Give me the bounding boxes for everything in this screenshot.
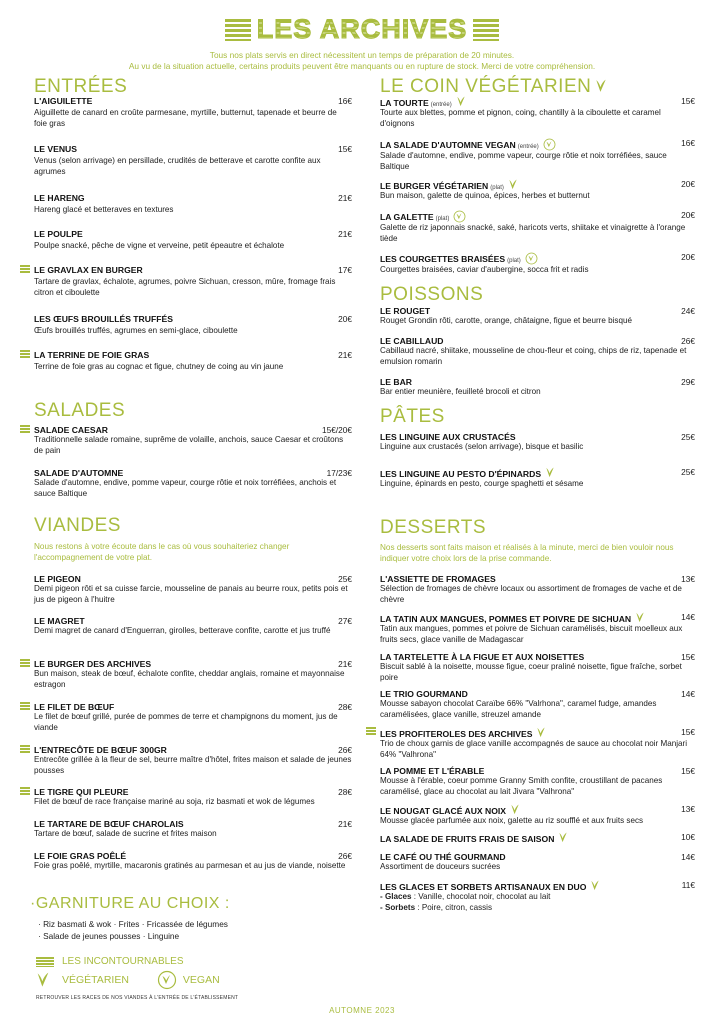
menu-item bbox=[380, 336, 695, 367]
item-name: LES LINGUINE AUX CRUSTACÉS bbox=[380, 432, 516, 442]
item-name: LE ROUGET bbox=[380, 306, 431, 316]
item-desc: Entrecôte grillée à la fleur de sel, beurre maître d'hôtel, frites maison et salade de jeunes pousses bbox=[34, 755, 352, 775]
menu-item bbox=[34, 574, 352, 605]
item-name: LA TERRINE DE FOIE GRAS bbox=[34, 350, 150, 360]
legend-vegetarien: VÉGÉTARIEN bbox=[62, 974, 129, 986]
item-price: 26€ bbox=[681, 336, 695, 346]
vegetarian-leaf-icon bbox=[508, 179, 518, 190]
item-name: L'ENTRECÔTE DE BŒUF 300GR bbox=[34, 745, 167, 755]
menu-item bbox=[380, 467, 695, 490]
item-desc: Linguine, épinards en pesto, courge spaghetti et sésame bbox=[380, 479, 584, 488]
item-desc: Assortiment de douceurs sucrées bbox=[380, 862, 501, 871]
item-price: 15€/20€ bbox=[322, 425, 352, 435]
menu-item bbox=[34, 745, 352, 776]
item-name: LA POMME ET L'ÉRABLE bbox=[380, 766, 485, 776]
item-price: 15€ bbox=[681, 727, 695, 737]
section-title-poissons: POISSONS bbox=[380, 284, 484, 305]
item-price: 28€ bbox=[338, 787, 352, 797]
item-desc: Salade d'automne, endive, pomme vapeur, courge rôtie et noix torréfiées, anchois et sauce Baltique bbox=[34, 478, 337, 498]
item-name: LES COURGETTES BRAISÉES (plat) bbox=[380, 252, 538, 265]
intro-line-1: Tous nos plats servis en direct nécessitent un temps de préparation de 20 minutes. bbox=[209, 49, 515, 60]
menu-item bbox=[380, 179, 695, 202]
item-desc: Mousse glacée parfumée aux noix, galette au riz soufflé et aux fruits secs bbox=[380, 816, 644, 825]
item-name: LE FILET DE BŒUF bbox=[34, 702, 115, 712]
item-price: 20€ bbox=[681, 210, 695, 220]
item-name: LE BURGER VÉGÉTARIEN (plat) bbox=[380, 179, 518, 191]
item-desc: Bar entier meunière, feuilleté brocoli et citron bbox=[380, 387, 541, 396]
menu-item bbox=[380, 252, 695, 276]
vegan-badge-icon bbox=[157, 970, 177, 990]
item-name: SALADE CAESAR bbox=[34, 425, 109, 435]
section-title-text: LE COIN VÉGÉTARIEN bbox=[380, 76, 592, 97]
item-desc: Demi magret de canard d'Enguerran, girolles, betterave confite, carotte et jus truffé bbox=[34, 626, 331, 635]
item-desc: Galette de riz japonnais snacké, saké, haricots verts, shiitake et vinaigrette à l'orange tiède bbox=[380, 223, 686, 243]
item-price: 15€ bbox=[338, 144, 352, 154]
item-price: 14€ bbox=[681, 689, 695, 699]
section-title-viandes: VIANDES bbox=[34, 515, 121, 536]
item-desc: Tartare de gravlax, échalote, agrumes, poivre Sichuan, cresson, mûre, fromage frais citron et ciboulette bbox=[34, 277, 336, 297]
item-desc: Le filet de bœuf grillé, purée de pommes de terre et champignons du moment, jus de viande bbox=[34, 712, 338, 732]
menu-item bbox=[380, 210, 695, 244]
item-price: 21€ bbox=[338, 229, 352, 239]
item-name: LE TRIO GOURMAND bbox=[380, 689, 468, 699]
menu-item bbox=[34, 314, 352, 337]
item-desc: Tatin aux mangues, pommes et poivre de Sichuan caramélisés, biscuit moelleux aux fruits secs, glace vanille de Madagascar bbox=[380, 624, 683, 644]
section-title-pates: PÂTES bbox=[380, 406, 445, 427]
item-price: 10€ bbox=[681, 832, 695, 842]
vegan-badge-icon bbox=[453, 210, 466, 223]
item-price: 20€ bbox=[338, 314, 352, 324]
item-name: LE MAGRET bbox=[34, 616, 85, 626]
menu-item bbox=[380, 574, 695, 605]
item-name: L'ASSIETTE DE FROMAGES bbox=[380, 574, 496, 584]
section-title-vegetarien bbox=[380, 76, 607, 98]
vegetarian-leaf-icon bbox=[36, 972, 50, 988]
signature-bars-icon bbox=[20, 787, 30, 796]
item-desc: Courgettes braisées, caviar d'aubergine, socca frit et radis bbox=[380, 265, 589, 274]
menu-item bbox=[34, 616, 352, 637]
menu-item bbox=[34, 659, 352, 690]
item-desc: Trio de choux garnis de glace vanille accompagnés de sauce au chocolat noir Manjari 64% "Valhrona" bbox=[380, 739, 687, 759]
vegetarian-leaf-icon bbox=[536, 727, 546, 738]
vegetarian-leaf-icon bbox=[510, 804, 520, 815]
item-desc: Tourte aux blettes, pomme et pignon, coing, chantilly à la ciboulette et caramel d'oignons bbox=[380, 108, 661, 128]
item-name: L'AIGUILETTE bbox=[34, 96, 93, 106]
menu-item bbox=[380, 377, 695, 398]
menu-item bbox=[380, 652, 695, 683]
incontournables-text: LES INCONTOURNABLES bbox=[62, 956, 184, 967]
title-wrap bbox=[225, 14, 500, 45]
item-price: 28€ bbox=[338, 702, 352, 712]
item-desc: Hareng glacé et betteraves en textures bbox=[34, 205, 174, 214]
garniture-title: ·GARNITURE AU CHOIX : bbox=[30, 895, 230, 912]
item-price: 13€ bbox=[681, 574, 695, 584]
incontournables-label bbox=[62, 956, 184, 967]
item-name: LE GRAVLAX EN BURGER bbox=[34, 265, 143, 275]
item-name: LA TOURTE (entrée) bbox=[380, 96, 466, 108]
item-desc: Bun maison, steak de bœuf, échalote confite, cheddar anglais, romaine et mayonnaise estragon bbox=[34, 669, 345, 689]
item-price: 25€ bbox=[338, 574, 352, 584]
vegetarian-leaf-icon bbox=[456, 96, 466, 107]
garniture-list bbox=[38, 918, 228, 942]
sorbets-line: - Sorbets : Poire, citron, cassis bbox=[380, 902, 493, 912]
item-desc: Foie gras poêlé, myrtille, macaronis gratinés au parmesan et au jus de viande, noisette bbox=[34, 861, 346, 870]
menu-item bbox=[34, 702, 352, 733]
vegan-badge-icon bbox=[543, 138, 556, 151]
item-name: LA SALADE DE FRUITS FRAIS DE SAISON bbox=[380, 832, 568, 844]
item-name: LE BURGER DES ARCHIVES bbox=[34, 659, 152, 669]
item-price: 24€ bbox=[681, 306, 695, 316]
menu-item bbox=[34, 468, 352, 499]
item-name: LE TIGRE QUI PLEURE bbox=[34, 787, 129, 797]
item-desc: Aiguillette de canard en croûte parmesane, myrtille, butternut, tapenade et beurre de foie gras bbox=[34, 108, 337, 128]
item-desc: Linguine aux crustacés (selon arrivage), bisque et basilic bbox=[380, 442, 584, 451]
item-price: 16€ bbox=[338, 96, 352, 106]
menu-item bbox=[34, 193, 352, 216]
menu-item bbox=[380, 306, 695, 327]
menu-item bbox=[380, 880, 695, 913]
item-price: 15€ bbox=[681, 766, 695, 776]
menu-item bbox=[380, 689, 695, 720]
section-title-entrees: ENTRÉES bbox=[34, 76, 128, 97]
item-price: 15€ bbox=[681, 652, 695, 662]
item-price: 25€ bbox=[681, 432, 695, 442]
item-name: LE NOUGAT GLACÉ AUX NOIX bbox=[380, 804, 520, 816]
item-desc: Venus (selon arrivage) en persillade, crudités de betterave et carotte confite aux agrumes bbox=[34, 156, 321, 176]
vegetarian-leaf-icon bbox=[590, 880, 600, 891]
item-name: LE TARTARE DE BŒUF CHAROLAIS bbox=[34, 819, 184, 829]
vegetarian-leaf-icon bbox=[635, 612, 645, 623]
menu-item bbox=[34, 96, 352, 129]
viandes-note: Nous restons à votre écoute dans le cas où vous souhaiteriez changer l'accompagnement de votre plat. bbox=[34, 542, 290, 562]
item-name: LE VENUS bbox=[34, 144, 77, 154]
item-price: 14€ bbox=[681, 612, 695, 622]
item-desc: Salade d'automne, endive, pomme vapeur, courge rôtie et noix torréfiées, sauce Baltique bbox=[380, 151, 667, 171]
item-name: SALADE D'AUTOMNE bbox=[34, 468, 124, 478]
section-title-desserts: DESSERTS bbox=[380, 517, 487, 538]
item-name: LE FOIE GRAS POÊLÉ bbox=[34, 851, 127, 861]
menu-item bbox=[380, 138, 695, 172]
menu-item bbox=[380, 612, 695, 645]
item-price: 21€ bbox=[338, 659, 352, 669]
signature-bars-icon bbox=[20, 702, 30, 711]
vegetarian-leaf-icon bbox=[558, 832, 568, 843]
menu-item bbox=[34, 229, 352, 252]
item-desc: Demi pigeon rôti et sa cuisse farcie, mousseline de panais au beurre roux, petits pois et jus de pigeon à l'huitre bbox=[34, 584, 348, 604]
item-desc: Traditionnelle salade romaine, suprême de volaille, anchois, sauce Caesar et croûtons de pain bbox=[34, 435, 344, 455]
menu-item bbox=[34, 851, 352, 872]
signature-bars-icon bbox=[20, 425, 30, 434]
menu-item bbox=[380, 804, 695, 827]
item-desc: Œufs brouillés truffés, agrumes en semi-glace, ciboulette bbox=[34, 326, 238, 335]
item-name: LE CABILLAUD bbox=[380, 336, 444, 346]
garniture-line-2: · Salade de jeunes pousses · Linguine bbox=[38, 931, 180, 941]
item-desc: Mousse à l'érable, coeur pomme Granny Smith confite, croustillant de pacanes caramélisé, glace au chocolat au lait Jivara "Valhrona" bbox=[380, 776, 663, 796]
item-name: LA TARTELETTE À LA FIGUE ET AUX NOISETTES bbox=[380, 652, 585, 662]
title-bars-icon bbox=[225, 19, 251, 41]
item-price: 11€ bbox=[681, 880, 695, 890]
page-title: LES ARCHIVES bbox=[256, 14, 468, 44]
item-desc: Tartare de bœuf, salade de sucrine et frites maison bbox=[34, 829, 217, 838]
title-bars-icon bbox=[473, 19, 499, 41]
item-name: LE BAR bbox=[380, 377, 412, 387]
item-name: LES ŒUFS BROUILLÉS TRUFFÉS bbox=[34, 314, 173, 324]
item-price: 29€ bbox=[681, 377, 695, 387]
menu-item bbox=[34, 787, 352, 808]
item-name: LE HARENG bbox=[34, 193, 85, 203]
menu-item bbox=[34, 819, 352, 840]
vegetarian-leaf-icon bbox=[545, 467, 555, 478]
garniture-line-1: · Riz basmati & wok · Frites · Fricassée de légumes bbox=[38, 919, 228, 929]
signature-bars-icon bbox=[20, 745, 30, 754]
item-name: LA GALETTE (plat) bbox=[380, 210, 466, 223]
item-name: LES GLACES ET SORBETS ARTISANAUX EN DUO bbox=[380, 880, 600, 892]
menu-item bbox=[34, 350, 352, 373]
item-desc: Biscuit sablé à la noisette, mousse figue, coeur praliné noisette, figue fraîche, sorbet poire bbox=[380, 662, 682, 682]
item-desc: Mousse sabayon chocolat Caraïbe 66% "Valrhona", caramel fudge, amandes caramélisées, glace vanille, streuzel amande bbox=[380, 699, 657, 719]
menu-item bbox=[380, 766, 695, 797]
signature-bars-icon bbox=[20, 350, 30, 359]
menu-item bbox=[34, 144, 352, 177]
menu-item bbox=[34, 265, 352, 298]
item-price: 16€ bbox=[681, 138, 695, 148]
glaces-line: - Glaces : Vanille, chocolat noir, chocolat au lait bbox=[380, 892, 551, 901]
item-desc: Rouget Grondin rôti, carotte, orange, châtaigne, figue et beurre bisqué bbox=[380, 316, 632, 325]
item-desc: Terrine de foie gras au cognac et figue, chutney de coing au vin jaune bbox=[34, 362, 284, 371]
item-price: 13€ bbox=[681, 804, 695, 814]
intro-line-2: Au vu de la situation actuelle, certains produits peuvent être manquants ou en rupture de stock. Merci de votre compréhension. bbox=[128, 60, 596, 71]
menu-header bbox=[0, 14, 724, 72]
item-price: 14€ bbox=[681, 852, 695, 862]
legend-vegan: VEGAN bbox=[182, 974, 220, 986]
item-price: 21€ bbox=[338, 350, 352, 360]
item-price: 17€ bbox=[338, 265, 352, 275]
item-desc: Poulpe snacké, pêche de vigne et verveine, petit épeautre et échalote bbox=[34, 241, 285, 250]
menu-item bbox=[380, 432, 695, 453]
item-price: 20€ bbox=[681, 252, 695, 262]
item-price: 15€ bbox=[681, 96, 695, 106]
desserts-note: Nos desserts sont faits maison et réalisés à la minute, merci de bien vouloir nous indiquer votre choix lors de la prise commande. bbox=[380, 543, 674, 563]
signature-bars-icon bbox=[20, 265, 30, 274]
menu-item bbox=[380, 96, 695, 129]
signature-bars-icon bbox=[366, 727, 376, 736]
menu-item bbox=[34, 425, 352, 456]
item-desc: Filet de bœuf de race française mariné au soja, riz basmati et wok de légumes bbox=[34, 797, 315, 806]
item-name: LA SALADE D'AUTOMNE VEGAN (entrée) bbox=[380, 138, 556, 151]
legend bbox=[36, 970, 220, 990]
item-name: LES LINGUINE AU PESTO D'ÉPINARDS bbox=[380, 467, 555, 479]
item-name: LE CAFÉ OU THÉ GOURMAND bbox=[380, 852, 506, 862]
season-footer: AUTOMNE 2023 bbox=[329, 1006, 395, 1015]
item-price: 25€ bbox=[681, 467, 695, 477]
signature-bars-icon bbox=[20, 659, 30, 668]
item-price: 21€ bbox=[338, 193, 352, 203]
item-desc: Sélection de fromages de chèvre locaux ou assortiment de fromages de vache et de chèvre bbox=[380, 584, 682, 604]
item-desc: Bun maison, galette de quinoa, épices, herbes et butternut bbox=[380, 191, 590, 200]
item-name: LA TATIN AUX MANGUES, POMMES ET POIVRE DE SICHUAN bbox=[380, 612, 645, 624]
menu-item bbox=[380, 727, 695, 760]
menu-item bbox=[380, 832, 695, 844]
vegan-badge-icon bbox=[525, 252, 538, 265]
item-price: 21€ bbox=[338, 819, 352, 829]
item-price: 26€ bbox=[338, 745, 352, 755]
item-name: LE POULPE bbox=[34, 229, 83, 239]
vegetarian-leaf-icon bbox=[595, 79, 607, 93]
signature-bars-icon bbox=[36, 957, 54, 967]
item-name: LE PIGEON bbox=[34, 574, 81, 584]
origin-note: RETROUVER LES RACES DE NOS VIANDES À L'ENTRÉE DE L'ÉTABLISSEMENT bbox=[36, 995, 239, 1001]
item-price: 26€ bbox=[338, 851, 352, 861]
item-desc: Cabillaud nacré, shiitake, mousseline de chou-fleur et coing, chips de riz, tapenade et emulsion romarin bbox=[380, 346, 687, 366]
item-name: LES PROFITEROLES DES ARCHIVES bbox=[380, 727, 546, 739]
item-price: 20€ bbox=[681, 179, 695, 189]
menu-item bbox=[380, 852, 695, 873]
item-price: 27€ bbox=[338, 616, 352, 626]
item-price: 17/23€ bbox=[326, 468, 352, 478]
section-title-salades: SALADES bbox=[34, 400, 126, 421]
